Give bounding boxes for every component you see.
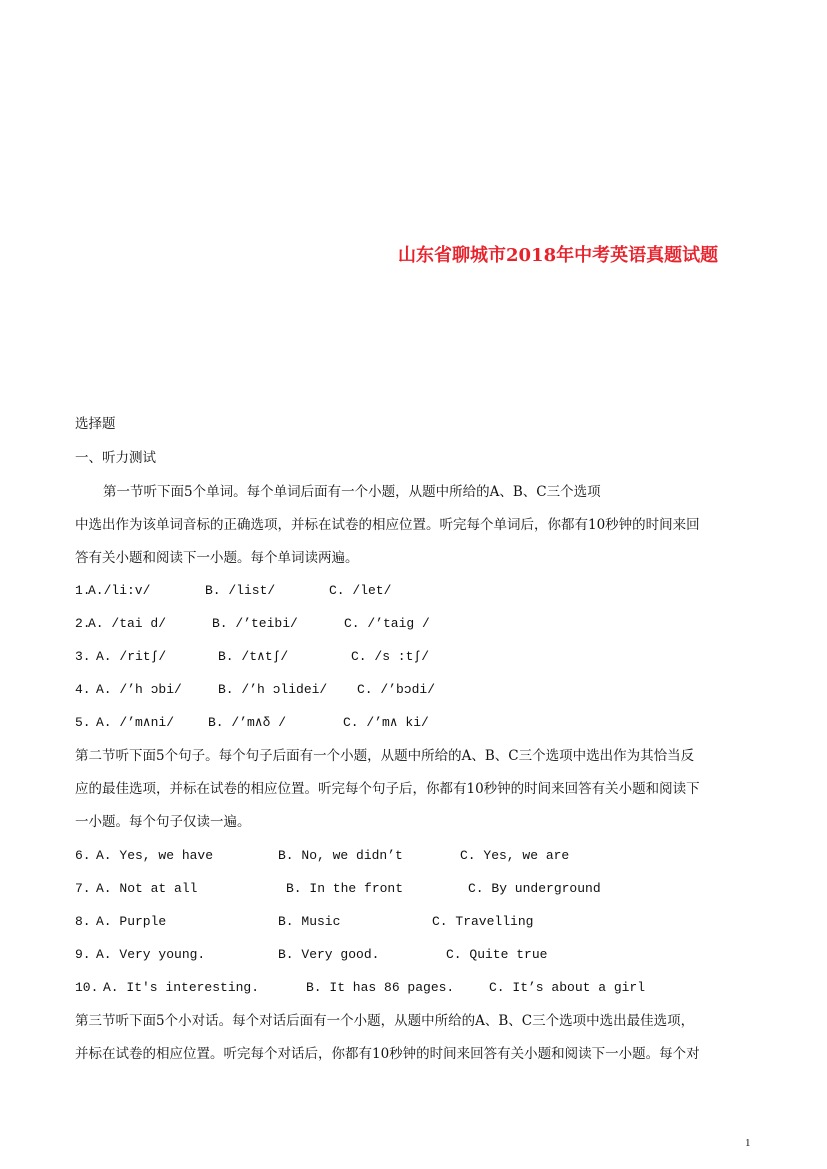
option-c: C. /’bɔdi/ bbox=[357, 682, 436, 697]
question-3 bbox=[0, 647, 827, 667]
section3-intro-line1: 第三节听下面5个小对话。每个对话后面有一个小题，从题中所给的A、B、C三个选项中选出最佳选项， bbox=[75, 1013, 695, 1029]
question-number: 4. bbox=[75, 682, 91, 697]
option-c: C. /let/ bbox=[329, 583, 392, 598]
question-4 bbox=[0, 680, 827, 700]
option-b: B. /’teibi/ bbox=[212, 616, 298, 631]
option-b: B. It has 86 pages. bbox=[306, 980, 455, 995]
question-7 bbox=[0, 879, 827, 899]
option-a: A. Not at all bbox=[96, 881, 198, 896]
option-b: B. /’m∧δ / bbox=[208, 715, 287, 730]
option-c: C. /’taig / bbox=[344, 616, 430, 631]
question-10 bbox=[0, 978, 827, 998]
section2-intro-line3: 一小题。每个句子仅读一遍。 bbox=[75, 814, 251, 830]
option-c: C. Quite true bbox=[446, 947, 548, 962]
option-c: C. By underground bbox=[468, 881, 601, 896]
question-9 bbox=[0, 945, 827, 965]
option-c: C. Travelling bbox=[432, 914, 534, 929]
question-number: 8. bbox=[75, 914, 91, 929]
option-c: C. /’m∧ ki/ bbox=[343, 715, 429, 730]
question-8 bbox=[0, 912, 827, 932]
option-b: B. /’h ɔlidei/ bbox=[218, 682, 328, 697]
option-b: B. /t∧tʃ/ bbox=[218, 649, 289, 664]
option-c: C. Yes, we are bbox=[460, 848, 570, 863]
section1-intro-line1: 第一节听下面5个单词。每个单词后面有一个小题，从题中所给的A、B、C三个选项 bbox=[103, 484, 601, 500]
question-number: 3. bbox=[75, 649, 91, 664]
section3-intro-line2: 并标在试卷的相应位置。听完每个对话后，你都有10秒钟的时间来回答有关小题和阅读下一小题。每个对 bbox=[75, 1046, 700, 1062]
option-a: A. /’m∧ni/ bbox=[96, 715, 175, 730]
option-a: A. Yes, we have bbox=[96, 848, 214, 863]
question-1 bbox=[0, 581, 827, 601]
question-number: 2. bbox=[75, 616, 91, 631]
question-6 bbox=[0, 846, 827, 866]
option-b: B. No, we didn’t bbox=[278, 848, 403, 863]
question-number: 10. bbox=[75, 980, 99, 995]
document-title: 山东省聊城市2018年中考英语真题试题 bbox=[398, 245, 719, 266]
section2-intro-line1: 第二节听下面5个句子。每个句子后面有一个小题，从题中所给的A、B、C三个选项中选出作为其恰当反 bbox=[75, 748, 695, 764]
question-number: 6. bbox=[75, 848, 91, 863]
question-number: 7. bbox=[75, 881, 91, 896]
section1-intro-line3: 答有关小题和阅读下一小题。每个单词读两遍。 bbox=[75, 550, 359, 566]
option-a: A. /tai d/ bbox=[88, 616, 167, 631]
question-2 bbox=[0, 614, 827, 634]
question-5 bbox=[0, 713, 827, 733]
option-b: B. Music bbox=[278, 914, 341, 929]
section2-intro-line2: 应的最佳选项，并标在试卷的相应位置。听完每个句子后，你都有10秒钟的时间来回答有关小题和阅读下 bbox=[75, 781, 700, 797]
question-number: 9. bbox=[75, 947, 91, 962]
option-a: A./li:v/ bbox=[88, 583, 151, 598]
option-b: B. /list/ bbox=[205, 583, 276, 598]
option-a: A. /’h ɔbi/ bbox=[96, 682, 182, 697]
option-a: A. /ritʃ/ bbox=[96, 649, 167, 664]
option-b: B. In the front bbox=[286, 881, 404, 896]
question-number: 5. bbox=[75, 715, 91, 730]
option-a: A. It's interesting. bbox=[103, 980, 260, 995]
heading-listening: 一、听力测试 bbox=[75, 450, 156, 466]
page-number: 1 bbox=[745, 1137, 751, 1149]
section1-intro-line2: 中选出作为该单词音标的正确选项，并标在试卷的相应位置。听完每个单词后，你都有10秒钟的时间来回 bbox=[75, 517, 700, 533]
option-c: C. /s :tʃ/ bbox=[351, 649, 430, 664]
question-number: 1. bbox=[75, 583, 91, 598]
heading-choice: 选择题 bbox=[75, 416, 116, 432]
option-c: C. It’s about a girl bbox=[489, 980, 646, 995]
option-a: A. Very young. bbox=[96, 947, 206, 962]
option-b: B. Very good. bbox=[278, 947, 380, 962]
option-a: A. Purple bbox=[96, 914, 167, 929]
